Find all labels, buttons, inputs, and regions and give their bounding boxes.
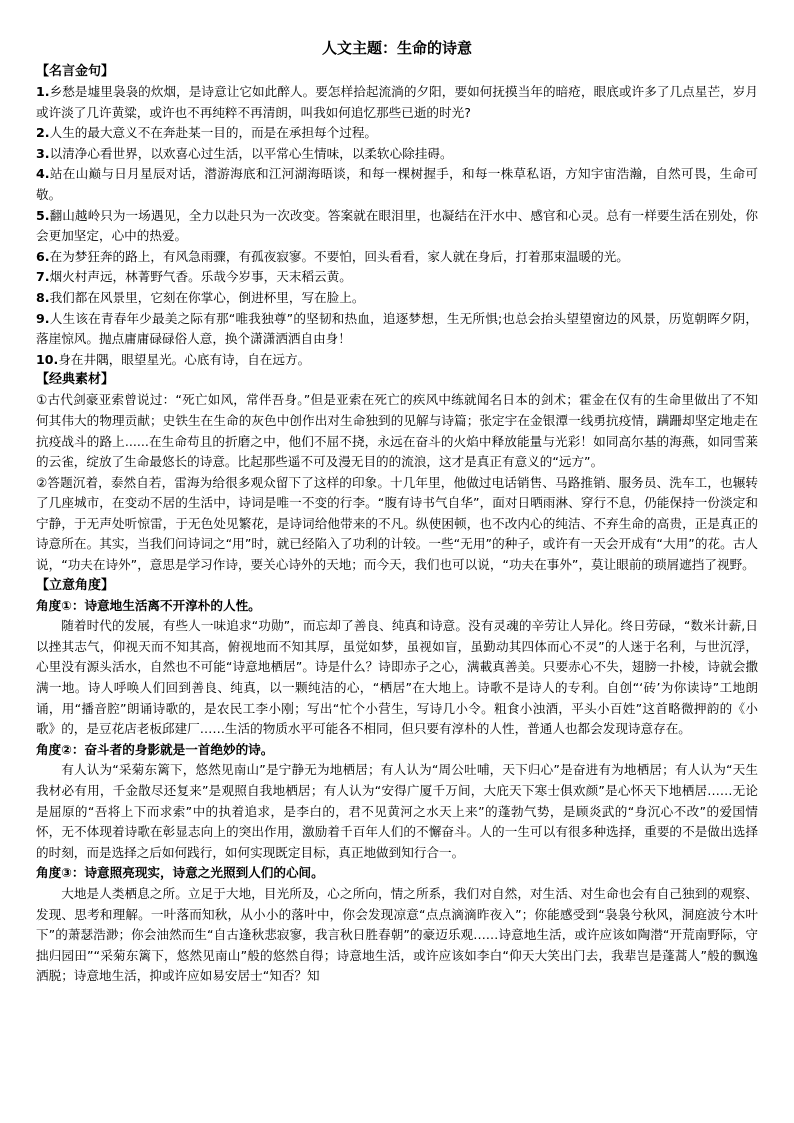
angle-heading: 角度②：奋斗者的身影就是一首绝妙的诗。 — [36, 741, 274, 757]
quote-item — [36, 144, 758, 165]
quote-number: 10. — [36, 351, 59, 367]
quote-number: 4. — [36, 166, 50, 182]
quote-text: 烟火村声远，林菁野气香。乐哉今岁事，天末稻云黄。 — [49, 269, 352, 285]
quote-text: 乡愁是墟里袅袅的炊烟，是诗意让它如此醉人。要怎样拾起流淌的夕阳，要如何抚摸当年的暗疮，眼底或许多了几点星芒，岁月或许淡了几许黄粱，或许也不再纯粹不再清朗，叫我如何追忆那些已逝的时光? — [36, 84, 758, 120]
document-page — [36, 38, 758, 987]
angle-heading: 角度③：诗意照亮现实，诗意之光照到人们的心间。 — [36, 865, 324, 881]
angle-heading: 角度①：诗意地生活离不开淳朴的人性。 — [36, 597, 261, 613]
quote-text: 翻山越岭只为一场遇见，全力以赴只为一次改变。答案就在眼泪里，也凝结在汗水中、感官和心灵。总有一样要生活在别处，你会更加坚定，心中的热爱。 — [36, 207, 758, 244]
quote-number: 1. — [36, 84, 50, 99]
quotes-section-header: 【名言金句】 — [36, 64, 115, 79]
quote-number: 2. — [36, 125, 50, 141]
quotes-list — [36, 82, 758, 370]
quote-text: 站在山巅与日月星辰对话，潜游海底和江河湖海晤谈，和每一棵树握手，和每一株草私语，方知宇宙浩瀚，自然可畏，生命可敬。 — [36, 166, 758, 202]
quote-text: 人生该在青春年少最美之际有那“唯我独尊”的坚韧和热血，追逐梦想，生无所惧;也总会抬头望望窗边的风景，历览朝晖夕阴，落崖惊风。抛点庸庸碌碌俗人意，换个潇潇洒洒自由身！ — [36, 310, 758, 347]
material-paragraph: ②答题沉着，泰然自若，雷海为给很多观众留下了这样的印象。十几年里，他做过电话销售、马路推销、服务员、洗车工，也辗转了几座城市，在变动不居的生活中，诗词是唯一不变的行李。“腹有诗书气自华”，面对日晒雨淋、穿行不息，仍能保持一份淡定和宁静，于无声处听惊雷，于无色处见繁花，是诗词给他带来的不凡。纵使困顿，也不改内心的纯洁、不弃生命的高贵，正是真正的诗意所在。其实，当我们问诗词之“用”时，就已经陷入了功利的计较。一些“无用”的种子，或许有一天会开成有“大用”的花。古人说，“功夫在诗外”，意思是学习作诗，要关心诗外的天地；而今天，我们也可以说，“功夫在事外”，莫让眼前的琐屑遮挡了视野。 — [36, 474, 758, 573]
quote-number: 5. — [36, 207, 50, 223]
material-paragraph: ①古代剑豪亚索曾说过：“死亡如风，常伴吾身。”但是亚索在死亡的疾风中练就闻名日本的剑术；霍金在仅有的生命里做出了不知何其伟大的物理贡献；史铁生在生命的灰色中创作出对生命独到的见解与诗篇；张定宇在金银潭一线勇抗疫情，蹒跚却坚定地走在抗疫战斗的路上......在生命苟且的折磨之中，他们不屈不挠，永远在奋斗的火焰中释放能量与光彩！如同高尔基的海燕，如同雪莱的云雀，绽放了生命最悠长的诗意。比起那些遥不可及漫无目的的流浪，这才是真正有意义的“远方”。 — [36, 392, 758, 470]
quote-item — [36, 206, 758, 247]
quote-number: 3. — [36, 145, 50, 161]
quote-item — [36, 82, 758, 123]
angle-body: 随着时代的发展，有些人一味追求“功勋”，而忘却了善良、纯真和诗意。没有灵魂的辛劳让人异化。终日劳碌，“数米计薪,日以挫其志气，仰视天而不知其高，俯视地而不知其厚，虽觉如梦，虽视如盲，虽勤动其四体而心不灵”的人迷于名利，与世沉浮，心里没有源头活水，自然也不可能“诗意地栖居”。诗是什么？诗即赤子之心，满載真善美。只要赤心不失，翅膀一扑棱，诗就会撒满一地。诗人呼唤人们回到善良、纯真，以一颗纯洁的心，“栖居”在大地上。诗歌不是诗人的专利。自创“‘砖’为你读诗”工地朗诵，用“播音腔”朗诵诗歌的，是农民工李小刚；写出“忙个小营生，写诗几小令。粗食小浊酒，平头小百姓”这首略微押韵的《小歌》的，是豆花店老板邱建厂……生活的物质水平可能各不相同，但只要有淳朴的人性，普通人也都会发现诗意存在。 — [36, 618, 758, 737]
quote-item — [36, 164, 758, 205]
quote-number: 8. — [36, 289, 50, 305]
angle-body: 有人认为“采菊东篱下，悠然见南山”是宁静无为地栖居；有人认为“周公吐哺，天下归心”是奋进有为地栖居；有人认为“天生我材必有用，千金散尽还复来”是观照自我地栖居；有人认为“安得广厦千万间，大庇天下寒士俱欢颜”是心怀天下地栖居……无论是屈原的“吾将上下而求索”中的执着追求，是李白的，君不见黄河之水天上来”的蓬勃气势，是顾炎武的“身沉心不改”的爱国情怀，无不体现着诗歌在彰显志向上的突出作用，激励着千百年人们的不懈奋斗。人的一生可以有很多种选择，重要的不是做出选择的时刻，而是选择之后如何践行，如何实现既定目标，真正地做到知行合一。 — [36, 762, 758, 860]
angle-body: 大地是人类栖息之所。立足于大地，目光所及，心之所向，情之所系，我们对自然，对生活、对生命也会有自己独到的观察、发现、思考和理解。一叶落而知秋，从小小的落叶中，你会发现凉意“点点滴滴昨夜入”；你能感受到“袅袅兮秋风，洞庭波兮木叶下”的萧瑟浩渺；你会油然而生“自古逢秋悲寂寥，我言秋日胜春朝”的豪迈乐观……诗意地生活，或许应该如陶潜“开荒南野际，守拙归园田”“采菊东篱下，悠然见南山”般的悠然自得；诗意地生活，或许应该如李白“仰天大笑出门去，我辈岂是蓬蒿人”般的飘逸洒脱；诗意地生活，抑或许应如易安居士“知否？知 — [36, 885, 758, 984]
quote-number: 7. — [36, 269, 50, 285]
quote-text: 在为梦狂奔的路上，有风急雨骤，有孤夜寂寥。不要怕，回头看看，家人就在身后，打着那束温暖的光。 — [49, 248, 629, 264]
quote-item — [36, 247, 758, 268]
quote-text: 我们都在风景里，它刻在你掌心，倒进杯里，写在脸上。 — [49, 289, 365, 305]
quote-text: 人生的最大意义不在奔赴某一目的，而是在承担每个过程。 — [49, 125, 377, 141]
angle-section-header: 【立意角度】 — [36, 577, 115, 593]
quote-text: 身在井隅，眼望星光。心底有诗，自在远方。 — [58, 351, 311, 367]
quote-item — [36, 350, 758, 371]
quote-item — [36, 309, 758, 350]
quote-item — [36, 267, 758, 288]
quote-text: 以清净心看世界，以欢喜心过生活，以平常心生情味，以柔软心除挂碍。 — [49, 145, 453, 161]
material-section-header: 【经典素材】 — [36, 372, 115, 388]
quote-item — [36, 288, 758, 309]
quote-number: 6. — [36, 248, 50, 264]
quote-item — [36, 123, 758, 144]
quote-number: 9. — [36, 310, 50, 326]
page-title: 人文主题：生命的诗意 — [321, 39, 472, 57]
